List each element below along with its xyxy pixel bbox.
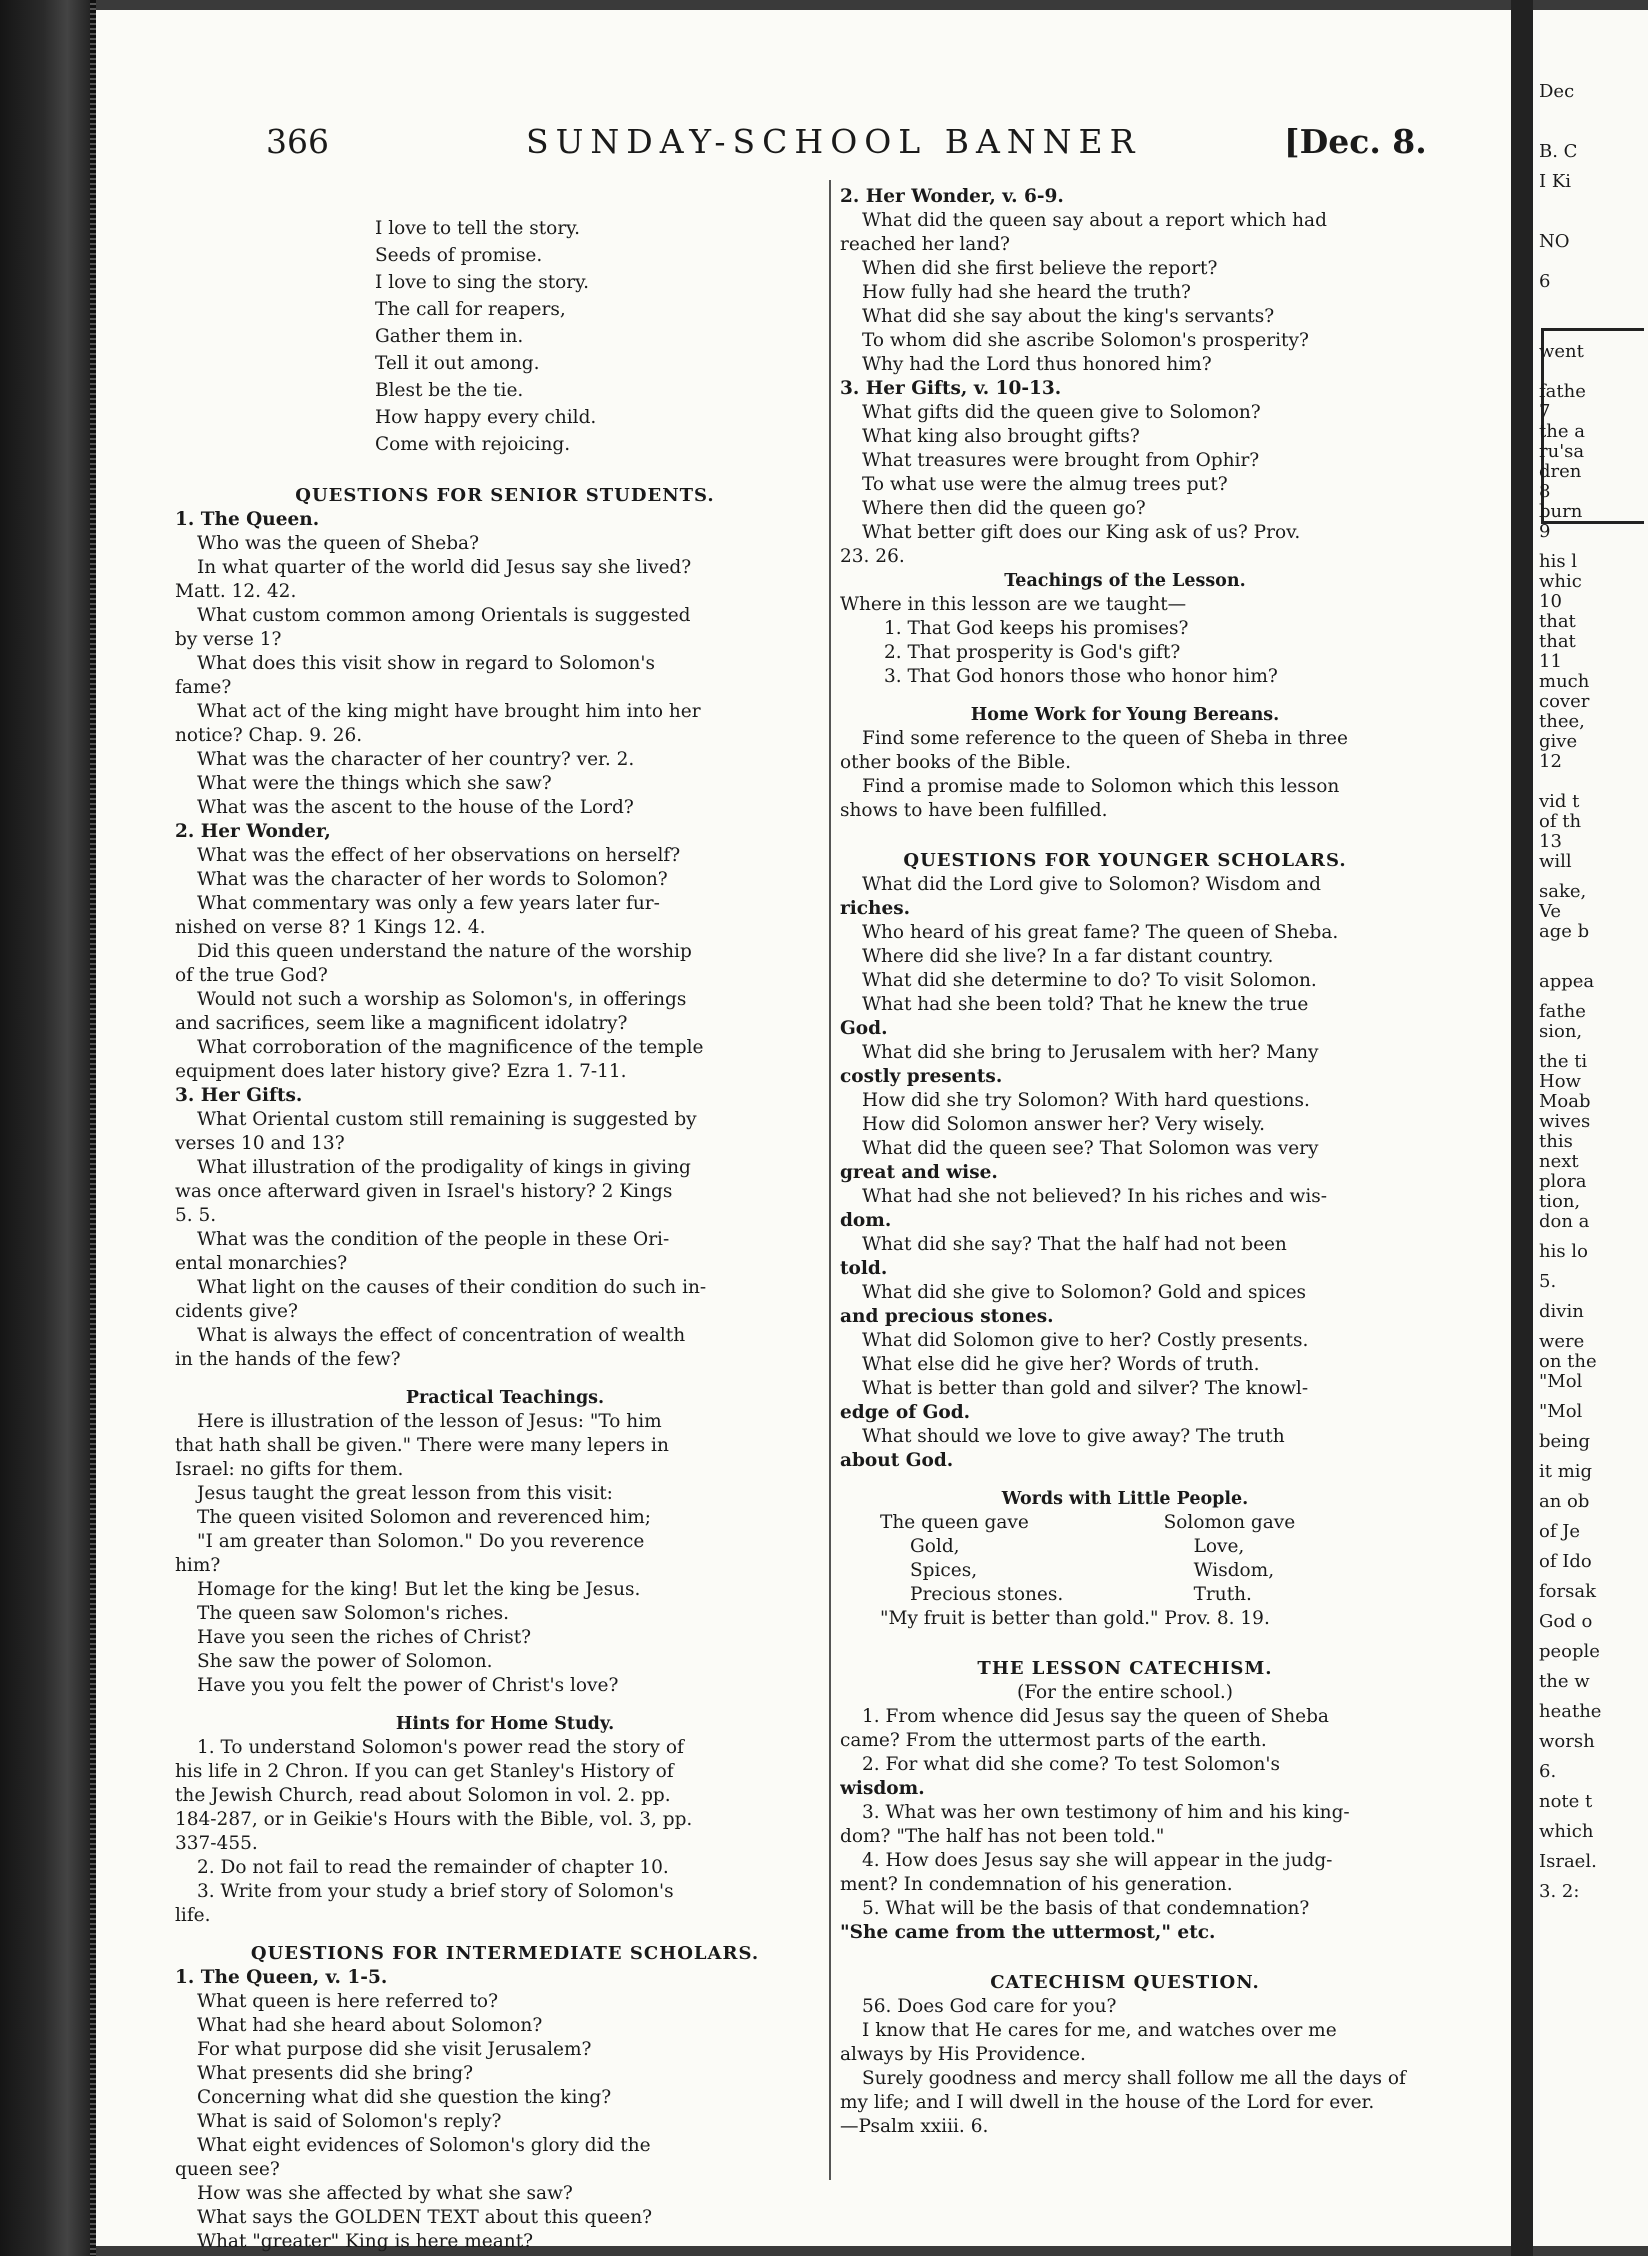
right-column-line: What else did he give her? Words of truth. <box>862 1354 1260 1375</box>
left-column-line: What was the effect of her observations on herself? <box>197 845 681 866</box>
solomon-gave-item: Love, <box>1193 1536 1245 1557</box>
catechism-line: I know that He cares for me, and watches over me <box>862 2020 1337 2041</box>
queen-gave-list <box>840 1511 1114 1607</box>
right-column-line: 2. Her Wonder, v. 6-9. <box>840 186 1064 207</box>
left-column-line: What illustration of the prodigality of kings in giving <box>197 1157 691 1178</box>
right-column-line: To what use were the almug trees put? <box>862 474 1228 495</box>
right-column-line: What treasures were brought from Ophir? <box>862 450 1260 471</box>
left-column-line: verses 10 and 13? <box>175 1133 345 1154</box>
left-column-line: "I am greater than Solomon." Do you reverence <box>197 1531 645 1552</box>
catechism-line: always by His Providence. <box>840 2044 1086 2065</box>
right-column-line: What had she not believed? In his riches and wis- <box>862 1186 1327 1207</box>
next-page-fragment: heathe <box>1539 1701 1602 1722</box>
catechism-line: 1. From whence did Jesus say the queen of Sheba <box>862 1706 1329 1727</box>
left-column-line: I love to tell the story. <box>375 218 581 239</box>
left-column-line: What was the character of her words to Solomon? <box>197 869 668 890</box>
next-page-fragment: Moab <box>1539 1091 1591 1112</box>
spacer <box>840 1945 1410 1971</box>
left-column-line: What light on the causes of their condition do such in- <box>197 1277 707 1298</box>
left-column-line: What "greater" King is here meant? <box>197 2231 534 2252</box>
catechism-line: my life; and I will dwell in the house of the Lord for ever. <box>840 2092 1375 2113</box>
left-column-line: In what quarter of the world did Jesus say she lived? <box>197 557 692 578</box>
left-column-line: What is always the effect of concentration of wealth <box>197 1325 686 1346</box>
right-column-line: 3. Her Gifts, v. 10-13. <box>840 378 1062 399</box>
left-column-line: 1. To understand Solomon's power read the story of <box>197 1737 684 1758</box>
spacer <box>840 689 1410 703</box>
solomon-gave-list <box>1114 1511 1388 1607</box>
catechism-line: wisdom. <box>840 1778 925 1799</box>
left-column-line: 3. Write from your study a brief story of Solomon's <box>197 1881 674 1902</box>
next-page-fragment: Dec <box>1539 81 1575 102</box>
catechism-line: came? From the uttermost parts of the earth. <box>840 1730 1267 1751</box>
left-column-line: that hath shall be given." There were many lepers in <box>175 1435 669 1456</box>
left-column-line: Who was the queen of Sheba? <box>197 533 480 554</box>
left-column-line: Would not such a worship as Solomon's, in offerings <box>197 989 687 1010</box>
right-column-line: 2. That prosperity is God's gift? <box>884 642 1181 663</box>
next-page-fragment: 10 <box>1539 591 1562 612</box>
left-column-line: Tell it out among. <box>375 353 540 374</box>
left-column-line: 5. 5. <box>175 1205 217 1226</box>
next-page-fragment: ru'sa <box>1539 441 1585 462</box>
right-column-line: dom. <box>840 1210 892 1231</box>
right-column-line: How did Solomon answer her? Very wisely. <box>862 1114 1266 1135</box>
right-column-line: Where then did the queen go? <box>862 498 1146 519</box>
next-page-fragment: forsak <box>1539 1581 1596 1602</box>
left-column-line: his life in 2 Chron. If you can get Stanley's History of <box>175 1761 674 1782</box>
queen-gave-item: Precious stones. <box>910 1584 1064 1605</box>
next-page-fragment: that <box>1539 611 1576 632</box>
next-page-fragment: were <box>1539 1331 1585 1352</box>
next-page-fragment: the w <box>1539 1671 1590 1692</box>
left-column-line: equipment does later history give? Ezra 1. 7-11. <box>175 1061 627 1082</box>
right-column-line: What did she give to Solomon? Gold and spices <box>862 1282 1307 1303</box>
right-column-line: When did she first believe the report? <box>862 258 1218 279</box>
spacer <box>175 458 835 484</box>
left-column-line: Hints for Home Study. <box>395 1714 615 1734</box>
next-page-fragment: it mig <box>1539 1461 1593 1482</box>
left-column-line: Did this queen understand the nature of the worship <box>197 941 692 962</box>
next-page-fragment: 8 <box>1539 481 1551 502</box>
right-column-line: How did she try Solomon? With hard questions. <box>862 1090 1310 1111</box>
next-page-fragment: 7 <box>1539 401 1551 422</box>
solomon-gave-item: Wisdom, <box>1193 1560 1275 1581</box>
right-column-line: other books of the Bible. <box>840 752 1072 773</box>
left-column-line: 337-455. <box>175 1833 258 1854</box>
left-column-line: Matt. 12. 42. <box>175 581 297 602</box>
next-page-fragment: vid t <box>1539 791 1580 812</box>
right-column-line: great and wise. <box>840 1162 998 1183</box>
page-number: 366 <box>266 122 329 161</box>
next-page-fragment: that <box>1539 631 1576 652</box>
next-page-fragment: divin <box>1539 1301 1584 1322</box>
next-page-fragment: 13 <box>1539 831 1562 852</box>
right-column-main <box>840 185 1410 1511</box>
little-people-quote: "My fruit is better than gold." Prov. 8. 19. <box>880 1608 1270 1629</box>
next-page-fragment: the ti <box>1539 1051 1588 1072</box>
next-page-fragment: an ob <box>1539 1491 1590 1512</box>
right-column-line: Find some reference to the queen of Sheba in three <box>862 728 1348 749</box>
right-column-line: 23. 26. <box>840 546 905 567</box>
next-page-fragment: don a <box>1539 1211 1590 1232</box>
next-page-fragment: give <box>1539 731 1578 752</box>
right-column-line: Words with Little People. <box>1001 1489 1249 1509</box>
book-spine <box>0 0 96 2256</box>
right-column-line: To whom did she ascribe Solomon's prosperity? <box>862 330 1309 351</box>
left-column-line: What act of the king might have brought him into her <box>197 701 701 722</box>
left-column-line: The queen saw Solomon's riches. <box>197 1603 510 1624</box>
right-column-line: What is better than gold and silver? The knowl- <box>862 1378 1309 1399</box>
next-page-fragment: people <box>1539 1641 1600 1662</box>
right-column-line: What did Solomon give to her? Costly presents. <box>862 1330 1309 1351</box>
next-page-fragment: 6 <box>1539 271 1551 292</box>
left-column-line: 3. Her Gifts. <box>175 1085 303 1106</box>
left-column-line: QUESTIONS FOR INTERMEDIATE SCHOLARS. <box>250 1943 760 1964</box>
right-column-line: Who heard of his great fame? The queen of Sheba. <box>862 922 1339 943</box>
left-column-line: Blest be the tie. <box>375 380 524 401</box>
queen-gave-item: Spices, <box>910 1560 978 1581</box>
lesson-catechism <box>840 1657 1410 2139</box>
right-column-line: about God. <box>840 1450 954 1471</box>
left-column-line: 1. The Queen, v. 1-5. <box>175 1967 388 1988</box>
right-column-line: QUESTIONS FOR YOUNGER SCHOLARS. <box>903 850 1347 871</box>
left-column-line: 2. Her Wonder, <box>175 821 331 842</box>
left-column-line: I love to sing the story. <box>375 272 589 293</box>
left-column-line: was once afterward given in Israel's history? 2 Kings <box>175 1181 673 1202</box>
catechism-line: —Psalm xxiii. 6. <box>840 2116 989 2137</box>
right-column-line: riches. <box>840 898 911 919</box>
right-column-line: What did she say about the king's servants? <box>862 306 1275 327</box>
next-page-fragment: cover <box>1539 691 1590 712</box>
left-column-line: For what purpose did she visit Jerusalem? <box>197 2039 592 2060</box>
left-column-line: the Jewish Church, read about Solomon in vol. 2. pp. <box>175 1785 671 1806</box>
left-column-line: Homage for the king! But let the king be Jesus. <box>197 1579 641 1600</box>
next-page-fragment: being <box>1539 1431 1591 1452</box>
next-page-fragment: of Je <box>1539 1521 1581 1542</box>
next-page-fragment: of th <box>1539 811 1582 832</box>
catechism-line: Surely goodness and mercy shall follow me all the days of <box>862 2068 1406 2089</box>
left-column-line: What queen is here referred to? <box>197 1991 498 2012</box>
left-column-line: The queen visited Solomon and reverenced him; <box>197 1507 651 1528</box>
left-column-line: QUESTIONS FOR SENIOR STUDENTS. <box>295 485 715 506</box>
left-column-line: What custom common among Orientals is suggested <box>197 605 691 626</box>
left-column-line: Seeds of promise. <box>375 245 543 266</box>
right-column-line: and precious stones. <box>840 1306 1054 1327</box>
next-page-fragment: worsh <box>1539 1731 1595 1752</box>
next-page-fragment: tion, <box>1539 1191 1581 1212</box>
left-column-line: How happy every child. <box>375 407 597 428</box>
words-with-little-people <box>840 1511 1410 1657</box>
running-date: [Dec. 8. <box>1284 122 1427 161</box>
next-page-fragment: NO <box>1539 231 1570 252</box>
next-page-fragment: 3. 2: <box>1539 1881 1580 1902</box>
right-column-line: What king also brought gifts? <box>862 426 1140 447</box>
left-column-line: by verse 1? <box>175 629 282 650</box>
left-column <box>175 215 835 2254</box>
next-page-fragment: dren <box>1539 461 1582 482</box>
spacer <box>175 1372 835 1386</box>
catechism-line: 56. Does God care for you? <box>862 1996 1117 2017</box>
right-column-line: shows to have been fulfilled. <box>840 800 1108 821</box>
solomon-gave-item: Truth. <box>1193 1584 1252 1605</box>
next-page-fragment: his lo <box>1539 1241 1588 1262</box>
catechism-line: 5. What will be the basis of that condemnation? <box>862 1898 1310 1919</box>
next-page-fragment: 6. <box>1539 1761 1557 1782</box>
left-column-line: cidents give? <box>175 1301 298 1322</box>
left-column-line: What eight evidences of Solomon's glory did the <box>197 2135 651 2156</box>
right-column-line: What did the queen say about a report which had <box>862 210 1327 231</box>
right-column-line: told. <box>840 1258 888 1279</box>
left-column-line: What presents did she bring? <box>197 2063 474 2084</box>
right-column-line: What did she determine to do? To visit Solomon. <box>862 970 1317 991</box>
column-divider <box>829 180 831 2180</box>
running-title: SUNDAY-SCHOOL BANNER <box>526 122 1142 161</box>
next-page-fragment: How <box>1539 1071 1581 1092</box>
left-column-line: ental monarchies? <box>175 1253 348 1274</box>
left-column-line: 2. Do not fail to read the remainder of chapter 10. <box>197 1857 669 1878</box>
next-page-fragment: will <box>1539 851 1572 872</box>
next-page-fragment: next <box>1539 1151 1579 1172</box>
catechism-line: ment? In condemnation of his generation. <box>840 1874 1233 1895</box>
left-column-line: The call for reapers, <box>375 299 566 320</box>
catechism-line: 2. For what did she come? To test Solomon's <box>862 1754 1280 1775</box>
left-column-line: queen see? <box>175 2159 280 2180</box>
left-column-line: What was the condition of the people in these Ori- <box>197 1229 670 1250</box>
next-page-fragment: burn <box>1539 501 1583 522</box>
next-page-fragment: went <box>1539 341 1584 362</box>
left-column-line: 184-287, or in Geikie's Hours with the Bible, vol. 3, pp. <box>175 1809 693 1830</box>
next-page-fragment: fathe <box>1539 381 1586 402</box>
catechism-line: 3. What was her own testimony of him and his king- <box>862 1802 1350 1823</box>
left-column-line: She saw the power of Solomon. <box>197 1651 493 1672</box>
next-page-fragment: fathe <box>1539 1001 1586 1022</box>
next-page-fragment: thee, <box>1539 711 1585 732</box>
right-column-line: God. <box>840 1018 888 1039</box>
queen-gave-item: Gold, <box>910 1536 960 1557</box>
next-page-fragment: plora <box>1539 1171 1587 1192</box>
left-column-line: Come with rejoicing. <box>375 434 571 455</box>
next-page-fragment: his l <box>1539 551 1578 572</box>
left-column-line: nished on verse 8? 1 Kings 12. 4. <box>175 917 486 938</box>
left-column-line: of the true God? <box>175 965 328 986</box>
next-page-fragment: Israel. <box>1539 1851 1597 1872</box>
left-column-line: notice? Chap. 9. 26. <box>175 725 363 746</box>
next-page-fragment: much <box>1539 671 1590 692</box>
left-column-line: Here is illustration of the lesson of Jesus: "To him <box>197 1411 662 1432</box>
next-page-fragment: which <box>1539 1821 1594 1842</box>
next-page-fragment: "Mol <box>1539 1371 1583 1392</box>
left-column-line: What Oriental custom still remaining is suggested by <box>197 1109 697 1130</box>
left-column-line: What says the GOLDEN TEXT about this queen? <box>197 2207 653 2228</box>
catechism-line: 4. How does Jesus say she will appear in the judg- <box>862 1850 1333 1871</box>
right-column-line: What did the queen see? That Solomon was very <box>862 1138 1319 1159</box>
next-page-fragment: wives <box>1539 1111 1591 1132</box>
left-column-line: 1. The Queen. <box>175 509 320 530</box>
left-column-line: What commentary was only a few years later fur- <box>197 893 660 914</box>
right-column-line: Teachings of the Lesson. <box>1004 571 1246 591</box>
next-page-fragment: this <box>1539 1131 1573 1152</box>
right-column-line: Where did she live? In a far distant country. <box>862 946 1274 967</box>
spacer <box>840 1473 1410 1487</box>
left-column-line: Have you seen the riches of Christ? <box>197 1627 532 1648</box>
next-page-fragment: on the <box>1539 1351 1597 1372</box>
right-column <box>840 185 1410 2139</box>
catechism-line: "She came from the uttermost," etc. <box>840 1922 1216 1943</box>
next-page-fragment: Ve <box>1539 901 1561 922</box>
right-column-line: reached her land? <box>840 234 1010 255</box>
left-column-line: What does this visit show in regard to Solomon's <box>197 653 656 674</box>
left-column-line: Israel: no gifts for them. <box>175 1459 404 1480</box>
right-column-line: 1. That God keeps his promises? <box>884 618 1189 639</box>
next-page-fragment: "Mol <box>1539 1401 1583 1422</box>
spacer <box>175 1928 835 1942</box>
right-column-line: Why had the Lord thus honored him? <box>862 354 1212 375</box>
catechism-line: (For the entire school.) <box>1016 1682 1234 1703</box>
right-column-line: How fully had she heard the truth? <box>862 282 1191 303</box>
left-column-line: Concerning what did she question the king? <box>197 2087 612 2108</box>
next-page-fragment: I Ki <box>1539 171 1572 192</box>
next-page-fragment: the a <box>1539 421 1585 442</box>
left-column-line: him? <box>175 1555 221 1576</box>
right-column-line: 3. That God honors those who honor him? <box>884 666 1278 687</box>
next-page-fragment: of Ido <box>1539 1551 1592 1572</box>
catechism-line: dom? "The half has not been told." <box>840 1826 1165 1847</box>
left-column-line: and sacrifices, seem like a magnificent idolatry? <box>175 1013 628 1034</box>
page-gutter <box>1511 0 1533 2256</box>
right-column-line: What did the Lord give to Solomon? Wisdom and <box>862 874 1321 895</box>
left-column-line: What had she heard about Solomon? <box>197 2015 543 2036</box>
left-column-line: Practical Teachings. <box>405 1388 605 1408</box>
left-column-line: What was the character of her country? ver. 2. <box>197 749 635 770</box>
right-column-line: What gifts did the queen give to Solomon? <box>862 402 1261 423</box>
left-column-line: Jesus taught the great lesson from this visit: <box>197 1483 613 1504</box>
next-page-fragment: appea <box>1539 971 1595 992</box>
solomon-gave-heading: Solomon gave <box>1163 1512 1296 1533</box>
left-column-line: How was she affected by what she saw? <box>197 2183 573 2204</box>
next-page-fragment: 5. <box>1539 1271 1557 1292</box>
next-page-fragment: age b <box>1539 921 1590 942</box>
left-column-line: What was the ascent to the house of the Lord? <box>197 797 634 818</box>
next-page-fragment: 11 <box>1539 651 1562 672</box>
next-page-fragment: 9 <box>1539 521 1551 542</box>
catechism-line: CATECHISM QUESTION. <box>990 1972 1260 1993</box>
left-column-line: What is said of Solomon's reply? <box>197 2111 502 2132</box>
catechism-line: THE LESSON CATECHISM. <box>977 1658 1273 1679</box>
next-page-fragment: 12 <box>1539 751 1562 772</box>
next-page-fragment: B. C <box>1539 141 1578 162</box>
right-column-line: What better gift does our King ask of us? Prov. <box>862 522 1301 543</box>
right-column-line: Where in this lesson are we taught— <box>840 594 1187 615</box>
next-page-fragment: whic <box>1539 571 1582 592</box>
right-column-line: What did she bring to Jerusalem with her? Many <box>862 1042 1319 1063</box>
next-page-fragment: God o <box>1539 1611 1593 1632</box>
left-column-line: Gather them in. <box>375 326 524 347</box>
next-page-fragment: sion, <box>1539 1021 1583 1042</box>
right-column-line: Find a promise made to Solomon which this lesson <box>862 776 1340 797</box>
right-column-line: costly presents. <box>840 1066 1003 1087</box>
right-column-line: edge of God. <box>840 1402 971 1423</box>
next-page-fragment: sake, <box>1539 881 1587 902</box>
queen-gave-heading: The queen gave <box>880 1512 1029 1533</box>
left-column-line: in the hands of the few? <box>175 1349 401 1370</box>
next-page-fragment: note t <box>1539 1791 1593 1812</box>
left-column-line: What corroboration of the magnificence of the temple <box>197 1037 704 1058</box>
left-column-line: fame? <box>175 677 232 698</box>
next-page-edge <box>1533 10 1648 2246</box>
spacer <box>840 823 1410 849</box>
right-column-line: What had she been told? That he knew the true <box>862 994 1309 1015</box>
left-column-line: What were the things which she saw? <box>197 773 552 794</box>
left-column-line: life. <box>175 1905 211 1926</box>
right-column-line: Home Work for Young Bereans. <box>970 705 1280 725</box>
right-column-line: What should we love to give away? The truth <box>862 1426 1285 1447</box>
left-column-line: Have you you felt the power of Christ's love? <box>197 1675 619 1696</box>
right-column-line: What did she say? That the half had not been <box>862 1234 1287 1255</box>
spacer <box>175 1698 835 1712</box>
